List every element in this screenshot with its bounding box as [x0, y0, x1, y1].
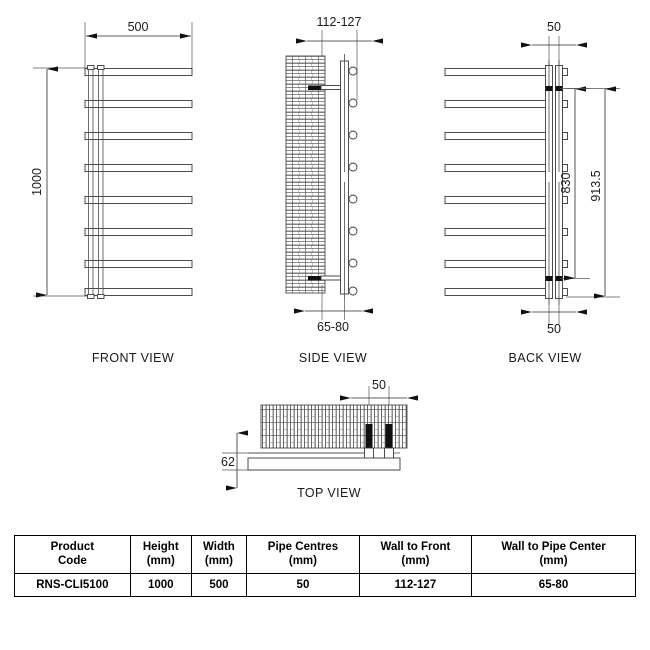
header-wall-to-front-line1: Wall to Front	[380, 541, 451, 553]
back-bars	[445, 69, 548, 296]
cell-product-code: RNS-CLI5100	[15, 573, 131, 596]
header-pipe-centres-line2: (mm)	[288, 555, 317, 568]
cell-pipe-centres: 50	[247, 573, 360, 596]
top-bar-plan	[248, 453, 400, 470]
top-view-label: TOP VIEW	[297, 486, 361, 500]
header-width	[191, 536, 246, 574]
front-height-value: 1000	[30, 168, 44, 196]
header-height-line1: Height	[142, 541, 179, 553]
side-view	[286, 15, 372, 365]
header-wall-to-front	[359, 536, 471, 574]
header-wall-to-pipe-center-line1: Wall to Pipe Center	[501, 541, 606, 553]
back-pipe-centres-bottom-dimension	[532, 296, 576, 325]
back-pipe-centres-bottom-value: 50	[547, 322, 561, 336]
spec-table	[14, 535, 636, 597]
back-bracket-centres-value: 830	[559, 172, 573, 194]
side-wall-hatch	[286, 56, 325, 293]
side-wall-to-front-value: 112-127	[316, 15, 362, 29]
back-overall-value: 913.5	[589, 170, 603, 202]
header-width-line2: (mm)	[204, 555, 233, 568]
header-product-code	[15, 536, 131, 574]
spec-table-row	[15, 573, 636, 596]
header-pipe-centres	[247, 536, 360, 574]
header-width-line1: Width	[203, 541, 235, 553]
cell-wall-to-front: 112-127	[359, 573, 471, 596]
spec-table-header-row	[15, 536, 636, 574]
back-view-label: BACK VIEW	[508, 351, 582, 365]
front-width-value: 500	[127, 20, 149, 34]
header-wall-to-pipe-center	[472, 536, 636, 574]
back-pipe-centres-top-value: 50	[547, 20, 561, 34]
back-pipe-centres-top-dimension	[532, 36, 576, 70]
cell-wall-to-pipe-center: 65-80	[472, 573, 636, 596]
back-view	[445, 20, 620, 365]
front-view	[30, 20, 192, 365]
cell-width: 500	[191, 573, 246, 596]
header-pipe-centres-line1: Pipe Centres	[267, 541, 339, 553]
top-view	[221, 378, 407, 500]
top-pipe-centres-value: 50	[372, 378, 386, 392]
header-height-line2: (mm)	[146, 555, 175, 568]
header-height	[130, 536, 191, 574]
front-view-label: FRONT VIEW	[91, 351, 175, 365]
top-wall-hatch	[261, 405, 407, 448]
top-depth-value: 62	[221, 455, 235, 469]
side-view-label: SIDE VIEW	[298, 351, 368, 365]
side-rail-profile	[341, 54, 349, 300]
side-bar-sections	[349, 67, 357, 295]
header-product-code-line1: Product	[50, 541, 95, 553]
cell-height: 1000	[130, 573, 191, 596]
header-wall-to-pipe-center-line2: (mm)	[539, 555, 568, 568]
header-wall-to-front-line2: (mm)	[401, 555, 430, 568]
side-wall-to-pipe-value: 65-80	[317, 320, 349, 334]
header-product-code-line2: Code	[57, 555, 87, 568]
front-bars	[85, 69, 192, 296]
